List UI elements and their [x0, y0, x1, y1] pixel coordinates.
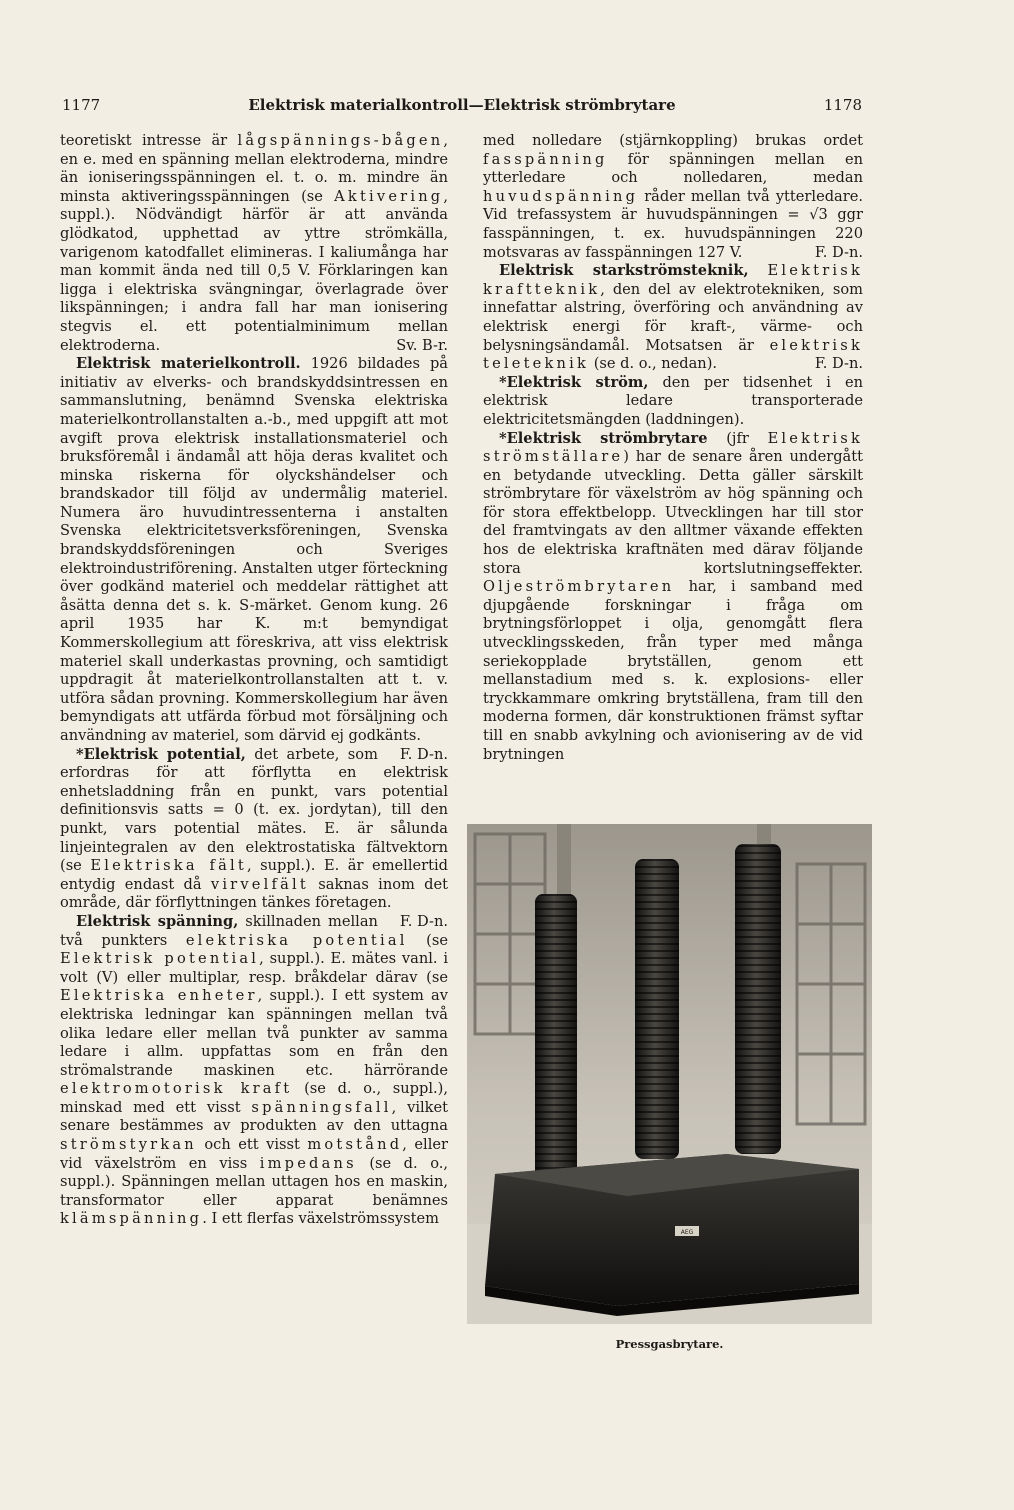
- headword: Elektrisk starkströmsteknik,: [499, 262, 749, 280]
- article-entry: Elektrisk starkströmsteknik, Elektrisk kraftteknik, den del av elektrotekniken, som innefattar alstring, överföring och användning av elektrisk energi för kraft-, värme- och belysningsändamål. Motsatsen är elektrisk teleteknik (se d. o., nedan). F. D-n.: [483, 262, 863, 373]
- right-column: [483, 132, 863, 764]
- running-header: [62, 96, 862, 118]
- headword: Elektrisk materielkontroll.: [76, 355, 301, 373]
- article-entry: Elektrisk materielkontroll. 1926 bildades på initiativ av elverks- och brandskyddsintressen en sammanslutning, benämnd Svenska elektriska materielkontrollanstalten a.-b., med uppgift att mot avgift prova elektrisk installationsmateriel och bruksföremål i ändamål att höja deras kvalitet och minska riskerna för olyckshändelser och brandskador till följd av undermålig materiel. Numera äro huvudintressenterna i anstalten Svenska elektricitetsverksföreningen, Svenska brandskyddsföreningen och Sveriges elektroindustriförening. Anstalten utger förteckning över godkänd materiel och meddelar rättighet att åsätta denna det s. k. S-märket. Genom kung. 26 april 1935 har K. m:t bemyndigat Kommerskollegium att föreskriva, att viss elektrisk materiel skall underkastas provning, och samtidigt uppdragit åt materielkontrollanstalten att t. v. utföra sådan provning. Kommerskollegium har även bemyndigats att utfärda förbud mot försäljning och användning av materiel, som därvid ej godkänts. F. D-n.: [60, 355, 448, 763]
- headword: *Elektrisk potential,: [76, 745, 246, 763]
- circuit-breaker-photo: [467, 824, 872, 1324]
- headword: Elektrisk spänning,: [76, 912, 239, 930]
- page-number-left: 1177: [62, 96, 101, 114]
- article-text: med nolledare (stjärnkoppling) brukas ordet fasspänning för spänningen mellan en ytterledare och nolledaren, medan huvudspänning råder mellan två ytterledare. Vid trefassystem är huvudspänningen = √3 ggr fasspänningen, t. ex. huvudspänningen 220 motsvaras av fasspänningen 127 V. F. D-n.: [483, 132, 863, 261]
- signature: F. D-n.: [399, 912, 448, 930]
- headword: *Elektrisk ström,: [499, 373, 649, 391]
- signature: F. D-n.: [814, 355, 863, 373]
- article-entry: Elektrisk spänning, skillnaden mellan två punkters elektriska potential (se Elektrisk potential, suppl.). E. mätes vanl. i volt (V) eller multiplar, resp. bråkdelar därav (se Elektriska enheter, suppl.). I ett system av elektriska ledningar kan spänningen mellan två olika ledare eller mellan två punkter av samma ledare i allm. uppfattas som en från den strömalstrande maskinen etc. härrörande elektromotorisk kraft (se d. o., suppl.), minskad med ett visst spänningsfall, vilket senare bestämmes av produkten av den uttagna strömstyrkan och ett visst motstånd, eller vid växelström en viss impedans (se d. o., suppl.). Spänningen mellan uttagen hos en maskin, transformator eller apparat benämnes klämspänning. I ett flerfas växelströmssystem: [60, 912, 449, 1228]
- running-title: Elektrisk materialkontroll—Elektrisk strömbrytare: [248, 96, 676, 114]
- signature: F. D-n.: [399, 745, 448, 763]
- page-number-right: 1178: [823, 96, 862, 114]
- signature: Sv. B-r.: [396, 336, 448, 354]
- article-entry: *Elektrisk ström, den per tidsenhet i en elektrisk ledare transporterade elektricitetsmängden (laddningen).: [483, 373, 864, 428]
- article-entry: *Elektrisk strömbrytare (jfr Elektrisk strömställare) har de senare åren undergått en betydande utveckling. Detta gäller särskilt strömbrytare för växelström av hög spänning och för stora effektbelopp. Utvecklingen har till stor del framtvingats av den alltmer växande effekten hos de elektriska kraftnäten med därav följande stora kortslutningseffekter. Oljeströmbrytaren har, i samband med djupgående forskningar i fråga om brytningsförloppet i olja, genomgått flera utvecklingsskeden, från typer med många seriekopplade brytställen, genom ett mellanstadium med s. k. explosions- eller tryckkammare omkring brytställena, fram till den moderna formen, där konstruktionen främst syftar till en snabb avkylning och avionisering av de vid brytningen: [483, 429, 864, 763]
- article-entry: *Elektrisk potential, det arbete, som erfordras för att förflytta en elektrisk enhetsladdning från en punkt, vars potential definitionsvis satts = 0 (t. ex. jordytan), till den punkt, vars potential mätes. E. är sålunda linjeintegralen av den elektrostatiska fältvektorn (se Elektriska fält, suppl.). E. är emellertid entydig endast då virvelfält saknas inom det område, där förflyttningen tänkes företagen. F. D-n.: [60, 745, 449, 930]
- article-text: teoretiskt intresse är lågspännings-bågen, en e. med en spänning mellan elektroderna, mindre än ioniseringsspänningen el. t. o. m. mindre än minsta aktiveringsspänningen (se Aktivering, suppl.). Nödvändigt härför är att använda glödkatod, upphettad av yttre strömkälla, varigenom katodfallet elimineras. I kaliumånga har man kommit ända ned till 0,5 V. Förklaringen kan ligga i elektriska svängningar, överlagrade över likspänningen; i andra fall har man ionisering stegvis el. ett potentialminimum mellan elektroderna. Sv. B-r.: [60, 132, 448, 354]
- figure-caption: Pressgasbrytare.: [615, 1337, 724, 1351]
- aeg-label: AEG: [680, 1229, 694, 1236]
- left-column: [60, 132, 448, 1229]
- signature: F. D-n.: [814, 243, 863, 261]
- headword: *Elektrisk strömbrytare: [499, 429, 708, 447]
